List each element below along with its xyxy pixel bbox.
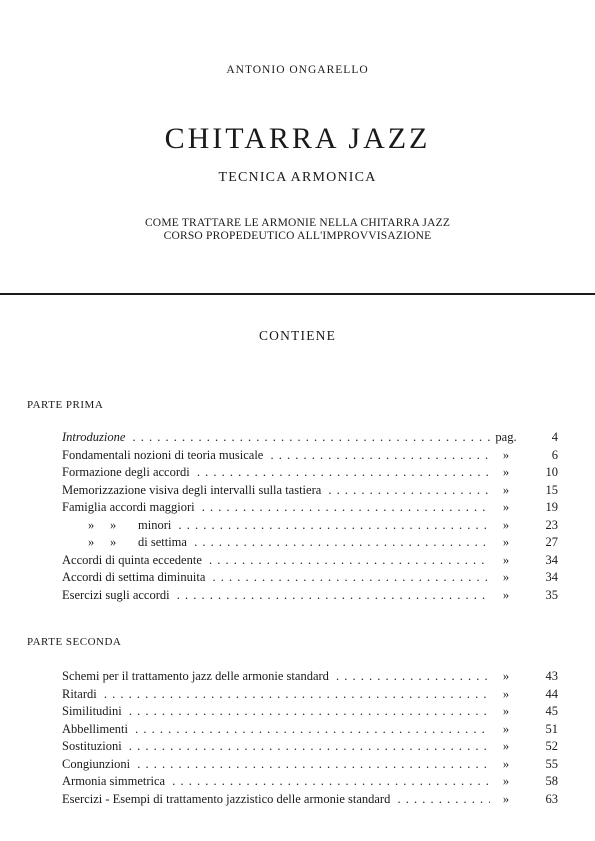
toc-entry-label: Armonia simmetrica xyxy=(62,774,168,788)
toc-page-number: 35 xyxy=(545,587,558,602)
toc-page-marker: » xyxy=(490,668,522,686)
toc-page-number: 10 xyxy=(545,465,558,479)
toc-entry-label: di settima xyxy=(138,535,190,549)
toc-entry-label: Sostituzioni xyxy=(62,739,125,753)
toc-page-marker: » xyxy=(490,686,522,704)
toc-entry-leader xyxy=(62,756,507,774)
toc-entry-leader xyxy=(62,464,507,482)
toc-page-number: 58 xyxy=(545,774,558,788)
toc-entry xyxy=(0,721,595,739)
toc-entry-leader xyxy=(62,552,507,570)
toc-entry xyxy=(0,482,595,500)
toc-entry xyxy=(0,756,595,774)
toc-entry xyxy=(0,499,595,517)
toc-entry-label: Abbellimenti xyxy=(62,722,131,736)
part-heading-seconda: PARTE SECONDA xyxy=(27,636,122,648)
toc-entry-label: Esercizi sugli accordi xyxy=(62,588,173,602)
toc-page-marker: » xyxy=(490,703,522,721)
toc-entry-label: Famiglia accordi maggiori xyxy=(62,500,198,514)
toc-entry-leader xyxy=(62,429,507,447)
toc-entry-label: Introduzione xyxy=(62,430,128,444)
toc-entry xyxy=(0,517,595,535)
toc-entry xyxy=(0,791,595,809)
toc-entry-leader xyxy=(62,499,507,517)
toc-page-number: 45 xyxy=(545,704,558,718)
toc-page-number: 51 xyxy=(545,721,558,736)
toc-entry-leader xyxy=(62,738,507,756)
ditto-mark: » xyxy=(88,517,95,532)
ditto-mark: » xyxy=(110,535,117,549)
toc-page-number: 55 xyxy=(545,756,558,771)
toc-entry-label: Schemi per il trattamento jazz delle armonie standard xyxy=(62,669,332,683)
toc-part-seconda xyxy=(0,668,595,808)
toc-page-number: 43 xyxy=(545,669,558,683)
toc-entry-label: Fondamentali nozioni di teoria musicale xyxy=(62,448,266,462)
toc-entry-label: Accordi di settima diminuita xyxy=(62,570,208,584)
toc-page-marker: » xyxy=(490,552,522,570)
toc-page-marker: » xyxy=(490,534,522,552)
toc-entry-label: Formazione degli accordi xyxy=(62,465,193,479)
toc-page-number: 44 xyxy=(545,686,558,701)
toc-entry xyxy=(0,587,595,605)
toc-page-marker: » xyxy=(490,482,522,500)
toc-entry-leader xyxy=(62,482,507,500)
toc-entry-leader xyxy=(62,668,507,686)
toc-entry-leader xyxy=(62,587,507,605)
toc-entry-label: minori xyxy=(138,518,174,532)
toc-entry xyxy=(0,552,595,570)
toc-entry-leader xyxy=(62,517,507,535)
author-name: ANTONIO ONGARELLO xyxy=(226,64,369,76)
toc-entry xyxy=(0,534,595,552)
toc-entry-leader xyxy=(62,791,507,809)
toc-entry xyxy=(0,464,595,482)
toc-page-number: 52 xyxy=(545,739,558,753)
toc-entry-leader xyxy=(62,447,507,465)
toc-entry-label: Esercizi - Esempi di trattamento jazzistico delle armonie standard xyxy=(62,792,393,806)
toc-page-number: 34 xyxy=(545,570,558,584)
toc-entry xyxy=(0,569,595,587)
toc-page-marker: » xyxy=(490,587,522,605)
toc-page-number: 34 xyxy=(545,552,558,567)
toc-page-number: 6 xyxy=(551,447,558,462)
toc-page-marker: » xyxy=(490,756,522,774)
contents-heading: CONTIENE xyxy=(258,328,337,343)
toc-page-number: 27 xyxy=(545,535,558,549)
toc-entry xyxy=(0,703,595,721)
toc-page-number: 15 xyxy=(545,482,558,497)
toc-entry xyxy=(0,738,595,756)
toc-entry xyxy=(0,773,595,791)
toc-part-prima xyxy=(0,429,595,604)
toc-entry-label: Accordi di quinta eccedente xyxy=(62,553,205,567)
toc-entry-label: Memorizzazione visiva degli intervalli sulla tastiera xyxy=(62,483,324,497)
ditto-mark: » xyxy=(88,535,95,549)
toc-entry-leader xyxy=(62,773,507,791)
toc-entry-label: Congiunzioni xyxy=(62,757,133,771)
book-title: CHITARRA JAZZ xyxy=(164,122,431,155)
toc-entry-leader xyxy=(62,686,507,704)
part-heading-prima: PARTE PRIMA xyxy=(27,399,104,411)
toc-page-marker: » xyxy=(490,517,522,535)
toc-entry-leader xyxy=(62,721,507,739)
toc-page-marker: » xyxy=(490,738,522,756)
toc-page-marker: » xyxy=(490,464,522,482)
toc-entry-leader xyxy=(62,534,507,552)
toc-entry-label: Ritardi xyxy=(62,687,100,701)
ditto-mark: » xyxy=(110,517,117,532)
description-line-1: COME TRATTARE LE ARMONIE NELLA CHITARRA JAZZ xyxy=(144,217,451,229)
toc-page-number: 23 xyxy=(545,517,558,532)
toc-entry xyxy=(0,668,595,686)
toc-page-marker: » xyxy=(490,721,522,739)
toc-page-marker: » xyxy=(490,499,522,517)
toc-page-marker: » xyxy=(490,773,522,791)
toc-entry xyxy=(0,686,595,704)
toc-entry xyxy=(0,429,595,447)
description-line-2: CORSO PROPEDEUTICO ALL'IMPROVVISAZIONE xyxy=(163,230,432,242)
toc-entry xyxy=(0,447,595,465)
toc-page-number: 63 xyxy=(545,791,558,806)
toc-page-marker: » xyxy=(490,791,522,809)
toc-page-number: 19 xyxy=(545,500,558,514)
toc-page-marker: pag. xyxy=(490,429,522,447)
toc-page-marker: » xyxy=(490,447,522,465)
book-subtitle: TECNICA ARMONICA xyxy=(218,170,377,185)
toc-page-marker: » xyxy=(490,569,522,587)
toc-entry-leader xyxy=(62,703,507,721)
toc-entry-leader xyxy=(62,569,507,587)
toc-entry-label: Similitudini xyxy=(62,704,125,718)
horizontal-rule xyxy=(0,293,595,295)
toc-page-number: 4 xyxy=(551,430,558,444)
